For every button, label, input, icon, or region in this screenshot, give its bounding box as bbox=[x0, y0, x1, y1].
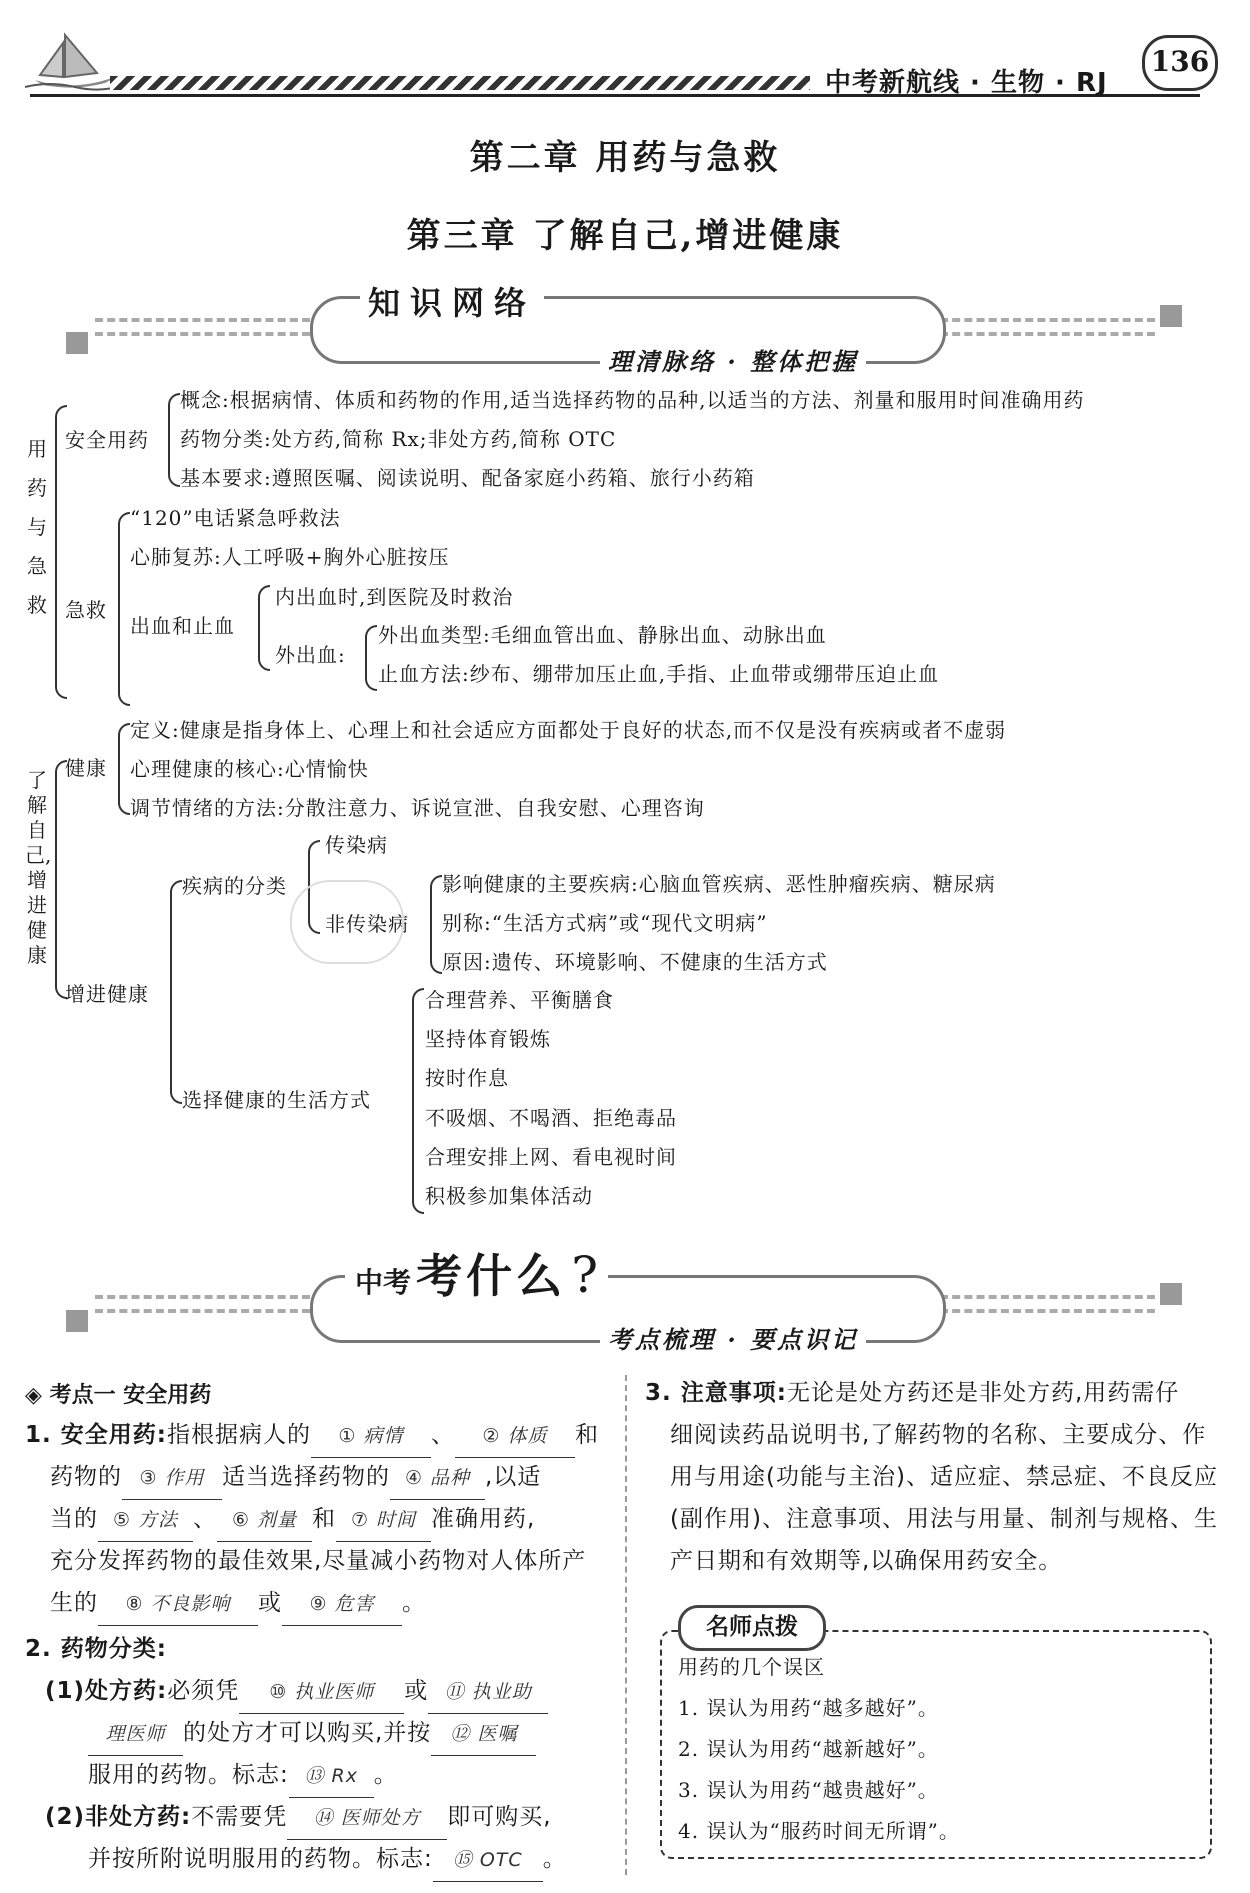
answer-6: ⑥ 剂量 bbox=[217, 1499, 312, 1542]
brace-promote bbox=[170, 880, 182, 1104]
answer-9: ⑨ 危害 bbox=[282, 1583, 402, 1626]
p1-text-l: 。 bbox=[402, 1590, 426, 1616]
banner2-question-mark: ? bbox=[571, 1246, 599, 1304]
p2b-text-d: 。 bbox=[542, 1846, 567, 1872]
p3-text-0: 无论是处方药还是非处方药,用药需仔 bbox=[786, 1380, 1180, 1406]
answer-2: ② 体质 bbox=[455, 1415, 575, 1458]
answer-11a: ⑪ 执业助 bbox=[428, 1671, 548, 1714]
header-brand: 中考新航线 · 生物 · RJ bbox=[825, 68, 1108, 98]
banner2-subtitle: 考点梳理 · 要点识记 bbox=[600, 1320, 866, 1355]
p1-text-a: 指根据病人的 bbox=[166, 1422, 311, 1448]
p1-text-e: ,以适 bbox=[485, 1464, 542, 1490]
p2a-text-a: 必须凭 bbox=[167, 1678, 240, 1704]
banner2-left-dash2 bbox=[95, 1309, 310, 1313]
lifestyle-item-5: 合理安排上网、看电视时间 bbox=[425, 1145, 677, 1169]
map-promote: 增进健康 bbox=[65, 982, 149, 1006]
infectious: 传染病 bbox=[325, 833, 388, 857]
p1-text-g: 和 bbox=[312, 1506, 336, 1532]
p1-text-d: 适当选择药物的 bbox=[222, 1464, 390, 1490]
lifestyle-item-3: 按时作息 bbox=[425, 1066, 509, 1090]
tips-item-3: 3. 误认为用药“越贵越好”。 bbox=[678, 1778, 939, 1802]
map-aid: 急救 bbox=[65, 598, 107, 622]
banner2-title: 考什么 bbox=[416, 1249, 567, 1303]
p2a-text-e: 。 bbox=[373, 1762, 398, 1788]
p3-line2: 细阅读药品说明书,了解药物的名称、主要成分、作 bbox=[670, 1422, 1207, 1448]
answer-10: ⑩ 执业医师 bbox=[239, 1671, 404, 1714]
answer-7: ⑦ 时间 bbox=[336, 1499, 431, 1542]
chapter2-title: 第二章 用药与急救 bbox=[469, 138, 781, 178]
disease-class: 疾病的分类 bbox=[182, 874, 287, 898]
p3-line5: 产日期和有效期等,以确保用药安全。 bbox=[670, 1548, 1063, 1574]
non-infectious: 非传染病 bbox=[325, 912, 409, 936]
p1-text-j: 生的 bbox=[50, 1590, 98, 1616]
banner2-right-square bbox=[1160, 1283, 1182, 1305]
p1-text-k: 或 bbox=[258, 1590, 282, 1616]
p2a-text-b: 或 bbox=[404, 1678, 429, 1704]
bleed-outer: 外出血: bbox=[275, 643, 346, 667]
answer-11b: 理医师 bbox=[88, 1713, 183, 1756]
aid-item-2: 心肺复苏:人工呼吸+胸外心脏按压 bbox=[130, 545, 450, 569]
tips-item-1: 1. 误认为用药“越多越好”。 bbox=[678, 1696, 939, 1720]
answer-8: ⑧ 不良影响 bbox=[98, 1583, 258, 1626]
diamond-icon: ◈ bbox=[25, 1383, 42, 1408]
p3-line3: 用与用途(功能与主治)、适应症、禁忌症、不良反应 bbox=[670, 1464, 1218, 1490]
p1-text-f: 当的 bbox=[50, 1506, 98, 1532]
brace-outer bbox=[365, 625, 377, 691]
map-health: 健康 bbox=[65, 756, 107, 780]
p1-label: 1. 安全用药: bbox=[25, 1422, 167, 1448]
banner2-left-dash bbox=[95, 1295, 310, 1299]
p2b-line1 bbox=[45, 1796, 552, 1840]
health-item-3: 调节情绪的方法:分散注意力、诉说宣泄、自我安慰、心理咨询 bbox=[130, 796, 705, 820]
aid-item-1: “120”电话紧急呼救法 bbox=[130, 506, 341, 530]
p2a-text-c: 的处方才可以购买,并按 bbox=[183, 1720, 432, 1746]
column-divider bbox=[625, 1375, 627, 1875]
safe-item-1: 概念:根据病情、体质和药物的作用,适当选择药物的品种,以适当的方法、剂量和服用时间准确用药 bbox=[180, 388, 1085, 412]
noninf-item-1: 影响健康的主要疾病:心脑血管疾病、恶性肿瘤疾病、糖尿病 bbox=[442, 872, 996, 896]
p2-label: 2. 药物分类: bbox=[25, 1636, 167, 1662]
header-stripe bbox=[110, 76, 810, 90]
p1-line3: 当的 ⑤ 方法 、 ⑥ 剂量 和 ⑦ 时间 准确用药, bbox=[50, 1498, 535, 1542]
map-root1: 用药与急救 bbox=[27, 437, 47, 617]
health-item-1: 定义:健康是指身体上、心理上和社会适应方面都处于良好的状态,而不仅是没有疾病或者不虚弱 bbox=[130, 718, 1007, 742]
p2b-label: (2)非处方药: bbox=[45, 1804, 192, 1830]
p2a-line3 bbox=[88, 1754, 398, 1798]
p2a-label: (1)处方药: bbox=[45, 1678, 168, 1704]
p2a-line1 bbox=[45, 1670, 548, 1714]
p2b-text-a: 不需要凭 bbox=[191, 1804, 288, 1830]
map-root2: 了解自己,增进健康 bbox=[25, 768, 52, 967]
banner1-right-dash bbox=[940, 318, 1155, 322]
chapter3-title: 第三章 了解自己,增进健康 bbox=[406, 216, 844, 256]
noninf-item-3: 原因:遗传、环境影响、不健康的生活方式 bbox=[442, 950, 828, 974]
brace-noninf bbox=[430, 875, 442, 974]
tips-title: 用药的几个误区 bbox=[678, 1655, 825, 1679]
tips-item-4: 4. 误认为“服药时间无所谓”。 bbox=[678, 1819, 960, 1843]
brace-safe bbox=[168, 393, 180, 487]
answer-1: ① 病情 bbox=[311, 1415, 431, 1458]
p1-line4: 充分发挥药物的最佳效果,尽量减小药物对人体所产 bbox=[50, 1548, 587, 1574]
map-safe: 安全用药 bbox=[65, 428, 149, 452]
banner1-title: 知识网络 bbox=[360, 278, 544, 324]
brace-bleed bbox=[258, 585, 270, 671]
p2b-text-b: 即可购买, bbox=[447, 1804, 552, 1830]
tips-tag: 名师点拨 bbox=[678, 1605, 826, 1651]
p1-text-b: 和 bbox=[574, 1422, 599, 1448]
p3-line1 bbox=[645, 1372, 1179, 1414]
page-number-badge bbox=[1142, 35, 1218, 91]
lifestyle: 选择健康的生活方式 bbox=[182, 1088, 371, 1112]
answer-13: ⑬ Rx bbox=[289, 1755, 374, 1798]
bleed-outer-item-1: 外出血类型:毛细血管出血、静脉出血、动脉出血 bbox=[378, 623, 827, 647]
p1-line5 bbox=[50, 1582, 426, 1626]
banner2-right-dash2 bbox=[940, 1309, 1155, 1313]
banner1-left-dash bbox=[95, 318, 310, 322]
tips-item-2: 2. 误认为用药“越新越好”。 bbox=[678, 1737, 939, 1761]
banner2-right-dash bbox=[940, 1295, 1155, 1299]
p1-line2 bbox=[50, 1456, 541, 1500]
noninf-item-2: 别称:“生活方式病”或“现代文明病” bbox=[442, 911, 768, 935]
p1-text-h: 准确用药, bbox=[431, 1506, 536, 1532]
banner2-heading bbox=[345, 1240, 608, 1306]
safe-item-2: 药物分类:处方药,简称 Rx;非处方药,简称 OTC bbox=[180, 427, 617, 451]
point-heading-text: 考点一 安全用药 bbox=[49, 1383, 212, 1408]
answer-12: ⑫ 医嘱 bbox=[431, 1713, 536, 1756]
banner1-right-dash2 bbox=[940, 332, 1155, 336]
aid-item-3: 出血和止血 bbox=[130, 614, 235, 638]
p2a-text-d: 服用的药物。标志: bbox=[88, 1762, 289, 1788]
p3-line4: (副作用)、注意事项、用法与用量、制剂与规格、生 bbox=[670, 1506, 1218, 1532]
p1-text-c: 药物的 bbox=[50, 1464, 122, 1490]
banner1-subtitle: 理清脉络 · 整体把握 bbox=[600, 342, 866, 377]
lifestyle-item-1: 合理营养、平衡膳食 bbox=[425, 988, 614, 1012]
banner1-left-dash2 bbox=[95, 332, 310, 336]
banner1-left-square bbox=[66, 332, 88, 354]
p1-line1: 1. 安全用药:指根据病人的 ① 病情 、 ② 体质 和 bbox=[25, 1414, 599, 1458]
lifestyle-item-6: 积极参加集体活动 bbox=[425, 1184, 593, 1208]
p2b-line2 bbox=[88, 1838, 567, 1882]
health-item-2: 心理健康的核心:心情愉快 bbox=[130, 757, 369, 781]
answer-4: ④ 品种 bbox=[390, 1457, 485, 1500]
answer-15: ⑮ OTC bbox=[433, 1839, 543, 1882]
p2a-line2 bbox=[88, 1712, 536, 1756]
banner2-prefix: 中考 bbox=[355, 1266, 412, 1299]
brace-root2 bbox=[55, 760, 67, 999]
bleed-inner: 内出血时,到医院及时救治 bbox=[275, 585, 514, 609]
banner2-left-square bbox=[66, 1310, 88, 1332]
answer-5: ⑤ 方法 bbox=[98, 1499, 193, 1542]
point-heading bbox=[25, 1378, 211, 1409]
page-number: 136 bbox=[1150, 45, 1210, 78]
answer-14: ⑭ 医师处方 bbox=[287, 1797, 447, 1840]
banner1-right-square bbox=[1160, 305, 1182, 327]
p2b-text-c: 并按所附说明服用的药物。标志: bbox=[88, 1846, 433, 1872]
bleed-outer-item-2: 止血方法:纱布、绷带加压止血,手指、止血带或绷带压迫止血 bbox=[378, 662, 940, 686]
lifestyle-item-2: 坚持体育锻炼 bbox=[425, 1027, 551, 1051]
brace-health bbox=[118, 723, 130, 815]
lifestyle-item-4: 不吸烟、不喝酒、拒绝毒品 bbox=[425, 1106, 677, 1130]
brace-aid bbox=[118, 512, 130, 706]
safe-item-3: 基本要求:遵照医嘱、阅读说明、配备家庭小药箱、旅行小药箱 bbox=[180, 466, 755, 490]
stamp-watermark bbox=[290, 880, 404, 964]
answer-3: ③ 作用 bbox=[122, 1457, 222, 1500]
p3-label: 3. 注意事项: bbox=[645, 1380, 787, 1406]
brace-lifestyle bbox=[412, 988, 424, 1214]
